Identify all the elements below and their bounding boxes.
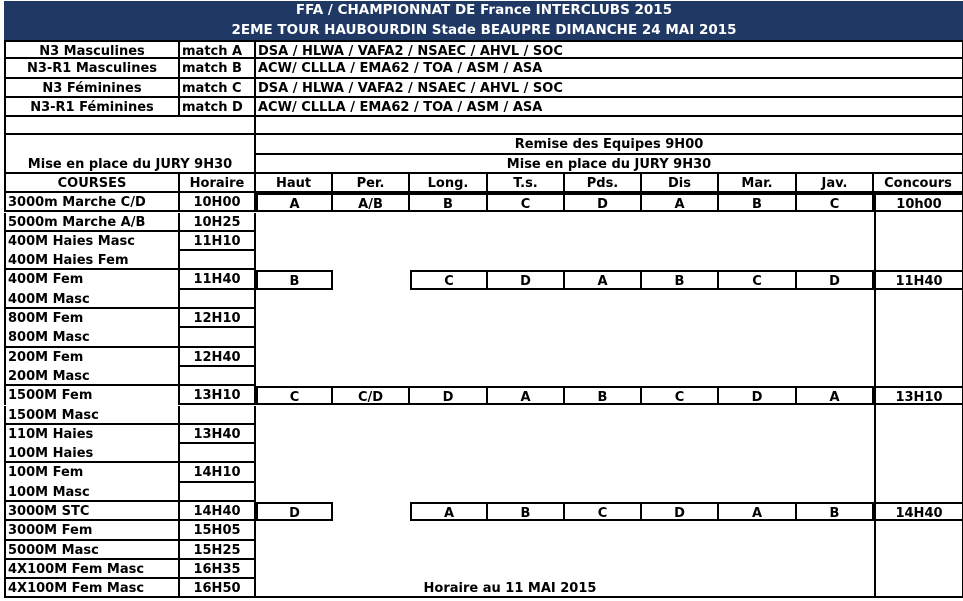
race-course: 800M Masc [4, 328, 180, 347]
match-label: match C [180, 79, 256, 98]
race-time [180, 328, 256, 347]
match-division: N3 Féminines [4, 79, 180, 98]
race-course: 400M Fem [4, 270, 180, 289]
remise-left-blank [4, 135, 256, 154]
field-event-group: A [642, 193, 719, 212]
field-event-group: B [565, 386, 642, 405]
concours-time: 11H40 [874, 270, 963, 289]
race-time: 10H25 [180, 213, 256, 232]
race-time: 15H25 [180, 541, 256, 560]
field-event-group: B [797, 502, 874, 521]
field-event-group: C [256, 386, 333, 405]
field-event-group: A/B [333, 193, 410, 212]
race-course: 800M Fem [4, 309, 180, 328]
race-time [180, 290, 256, 309]
header-event: Dis [642, 174, 719, 193]
race-course: 3000m Marche C/D [4, 193, 180, 212]
field-event-group: A [256, 193, 333, 212]
match-teams: ACW/ CLLLA / EMA62 / TOA / ASM / ASA [256, 98, 963, 117]
footer-note: Horaire au 11 MAI 2015 [423, 581, 597, 597]
field-event-group: B [410, 193, 488, 212]
field-event-group: C [642, 386, 719, 405]
race-course: 200M Fem [4, 348, 180, 367]
race-time [180, 251, 256, 270]
race-course: 400M Masc [4, 290, 180, 309]
concours-divider [874, 193, 876, 598]
field-event-group: C [797, 193, 874, 212]
header-horaire: Horaire [180, 174, 256, 193]
field-event-group: D [642, 502, 719, 521]
field-event-group: D [256, 502, 333, 521]
race-time: 16H35 [180, 560, 256, 579]
concours-time: 14H40 [874, 502, 963, 521]
field-event-group: A [410, 502, 488, 521]
match-division: N3-R1 Féminines [4, 98, 180, 117]
race-time: 10H00 [180, 193, 256, 212]
race-course: 200M Masc [4, 367, 180, 386]
header-event: Per. [333, 174, 410, 193]
field-event-group: D [565, 193, 642, 212]
race-time: 11H10 [180, 232, 256, 251]
match-label: match D [180, 98, 256, 117]
race-course: 5000M Masc [4, 541, 180, 560]
field-event-group: A [488, 386, 565, 405]
race-course: 3000M Fem [4, 521, 180, 540]
field-event-group: B [256, 270, 333, 289]
match-teams: DSA / HLWA / VAFA2 / NSAEC / AHVL / SOC [256, 40, 963, 59]
match-teams: DSA / HLWA / VAFA2 / NSAEC / AHVL / SOC [256, 79, 963, 98]
header-event: Pds. [565, 174, 642, 193]
field-event-group: D [797, 270, 874, 289]
race-course: 1500M Masc [4, 406, 180, 425]
match-label: match B [180, 59, 256, 79]
spacer-left [4, 116, 256, 135]
race-time: 16H50 [180, 579, 256, 598]
race-time [180, 367, 256, 386]
field-event-group: D [488, 270, 565, 289]
race-course: 100M Haies [4, 444, 180, 463]
race-time: 13H40 [180, 425, 256, 444]
race-time: 12H10 [180, 309, 256, 328]
race-time: 14H10 [180, 463, 256, 482]
header-courses: COURSES [4, 174, 180, 193]
race-time: 14H40 [180, 502, 256, 521]
race-course: 400M Haies Fem [4, 251, 180, 270]
race-time [180, 444, 256, 463]
race-course: 400M Haies Masc [4, 232, 180, 251]
header-event: Haut [256, 174, 333, 193]
field-event-group: B [719, 193, 797, 212]
field-events-frame [256, 193, 963, 598]
jury-left: Mise en place du JURY 9H30 [4, 155, 256, 174]
race-course: 4X100M Fem Masc [4, 560, 180, 579]
race-time: 11H40 [180, 270, 256, 289]
concours-time: 13H10 [874, 386, 963, 405]
race-course: 5000m Marche A/B [4, 213, 180, 232]
field-event-group: A [565, 270, 642, 289]
match-division: N3 Masculines [4, 40, 180, 59]
field-event-group: C/D [333, 386, 410, 405]
match-label: match A [180, 40, 256, 59]
remise-equipes: Remise des Equipes 9H00 [256, 135, 963, 154]
field-event-group: A [797, 386, 874, 405]
jury-right: Mise en place du JURY 9H30 [256, 155, 963, 174]
race-course: 100M Fem [4, 463, 180, 482]
race-course: 3000M STC [4, 502, 180, 521]
race-time: 15H05 [180, 521, 256, 540]
field-event-group: B [488, 502, 565, 521]
field-event-group: B [642, 270, 719, 289]
match-division: N3-R1 Masculines [4, 59, 180, 79]
match-teams: ACW/ CLLLA / EMA62 / TOA / ASM / ASA [256, 59, 963, 79]
field-event-group: D [719, 386, 797, 405]
header-event: Mar. [719, 174, 797, 193]
header-event: T.s. [488, 174, 565, 193]
race-course: 110M Haies [4, 425, 180, 444]
race-course: 100M Masc [4, 483, 180, 502]
field-event-group: C [410, 270, 488, 289]
field-event-group: C [488, 193, 565, 212]
race-course: 4X100M Fem Masc [4, 579, 180, 598]
race-time: 12H40 [180, 348, 256, 367]
field-event-group: C [565, 502, 642, 521]
race-time [180, 406, 256, 425]
field-event-group: D [410, 386, 488, 405]
concours-time: 10h00 [874, 193, 963, 212]
field-event-group: A [719, 502, 797, 521]
header-concours: Concours [874, 174, 963, 193]
sheet-title: FFA / CHAMPIONNAT DE France INTERCLUBS 2015 [4, 1, 963, 21]
header-event: Jav. [797, 174, 874, 193]
race-time: 13H10 [180, 386, 256, 405]
race-time [180, 483, 256, 502]
field-event-group: C [719, 270, 797, 289]
sheet-subtitle: 2EME TOUR HAUBOURDIN Stade BEAUPRE DIMANCHE 24 MAI 2015 [4, 21, 963, 40]
header-event: Long. [410, 174, 488, 193]
race-course: 1500M Fem [4, 386, 180, 405]
spacer-right [256, 116, 963, 135]
